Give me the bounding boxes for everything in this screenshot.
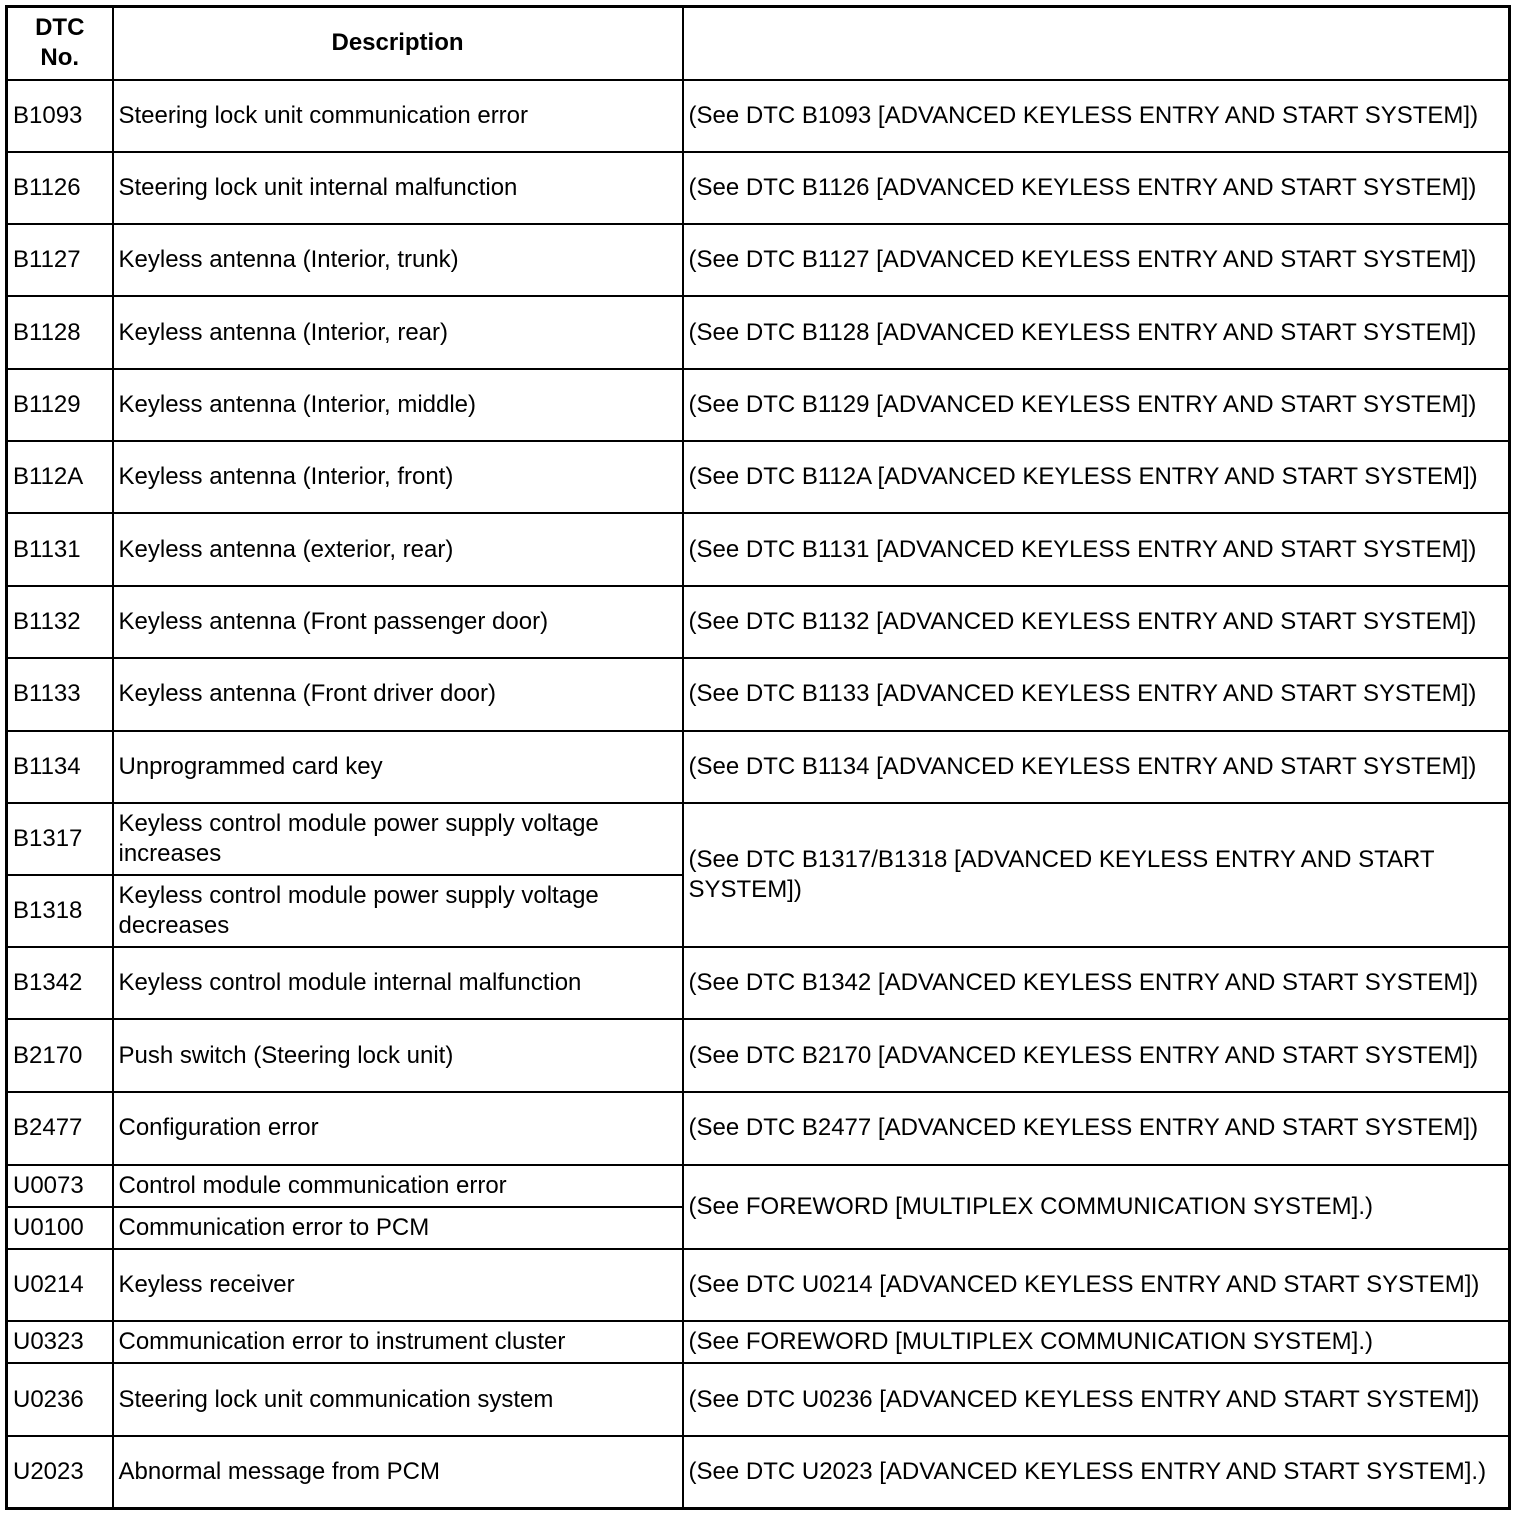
table-row (7, 803, 1510, 875)
dtc-code: B1134 (7, 731, 113, 803)
table-row (7, 1092, 1510, 1165)
dtc-reference: (See DTC B1127 [ADVANCED KEYLESS ENTRY AND START SYSTEM]) (683, 224, 1510, 296)
dtc-reference: (See DTC B2170 [ADVANCED KEYLESS ENTRY AND START SYSTEM]) (683, 1019, 1510, 1091)
table-row (7, 441, 1510, 513)
dtc-description: Steering lock unit communication system (113, 1363, 683, 1436)
dtc-reference: (See DTC B1129 [ADVANCED KEYLESS ENTRY AND START SYSTEM]) (683, 369, 1510, 441)
dtc-reference: (See DTC B1128 [ADVANCED KEYLESS ENTRY AND START SYSTEM]) (683, 296, 1510, 369)
dtc-description: Steering lock unit internal malfunction (113, 152, 683, 224)
dtc-reference: (See DTC B112A [ADVANCED KEYLESS ENTRY AND START SYSTEM]) (683, 441, 1510, 513)
header-dtc-no: DTC No. (7, 7, 113, 80)
dtc-code: B2170 (7, 1019, 113, 1091)
dtc-code: B1342 (7, 947, 113, 1019)
dtc-description: Keyless antenna (Interior, rear) (113, 296, 683, 369)
dtc-code: B1318 (7, 875, 113, 947)
dtc-description: Communication error to PCM (113, 1207, 683, 1249)
dtc-reference: (See DTC B1133 [ADVANCED KEYLESS ENTRY AND START SYSTEM]) (683, 658, 1510, 731)
dtc-code: U0100 (7, 1207, 113, 1249)
table-row (7, 296, 1510, 369)
dtc-code: U0214 (7, 1249, 113, 1321)
dtc-reference: (See DTC U2023 [ADVANCED KEYLESS ENTRY AND START SYSTEM].) (683, 1436, 1510, 1508)
table-row (7, 80, 1510, 152)
dtc-code: U0236 (7, 1363, 113, 1436)
dtc-description: Keyless control module internal malfunction (113, 947, 683, 1019)
dtc-description: Control module communication error (113, 1165, 683, 1207)
dtc-description: Keyless antenna (exterior, rear) (113, 513, 683, 585)
table-row (7, 658, 1510, 731)
dtc-code: B1126 (7, 152, 113, 224)
table-row (7, 1436, 1510, 1508)
dtc-description: Push switch (Steering lock unit) (113, 1019, 683, 1091)
table-header-row (7, 7, 1510, 80)
dtc-description: Keyless antenna (Interior, front) (113, 441, 683, 513)
dtc-code: B2477 (7, 1092, 113, 1165)
dtc-reference: (See DTC B1093 [ADVANCED KEYLESS ENTRY AND START SYSTEM]) (683, 80, 1510, 152)
dtc-code: B1093 (7, 80, 113, 152)
dtc-description: Unprogrammed card key (113, 731, 683, 803)
dtc-reference: (See DTC U0236 [ADVANCED KEYLESS ENTRY AND START SYSTEM]) (683, 1363, 1510, 1436)
header-description: Description (113, 7, 683, 80)
dtc-reference: (See DTC B1134 [ADVANCED KEYLESS ENTRY AND START SYSTEM]) (683, 731, 1510, 803)
dtc-description: Configuration error (113, 1092, 683, 1165)
table-row (7, 1363, 1510, 1436)
dtc-description: Abnormal message from PCM (113, 1436, 683, 1508)
dtc-description: Keyless antenna (Front driver door) (113, 658, 683, 731)
table-row (7, 731, 1510, 803)
dtc-code: U2023 (7, 1436, 113, 1508)
dtc-description: Keyless control module power supply voltage decreases (113, 875, 683, 947)
dtc-code: U0073 (7, 1165, 113, 1207)
dtc-description: Keyless antenna (Interior, middle) (113, 369, 683, 441)
table-row (7, 1019, 1510, 1091)
dtc-reference-merged: (See DTC B1317/B1318 [ADVANCED KEYLESS ENTRY AND START SYSTEM]) (683, 803, 1510, 947)
dtc-description: Keyless antenna (Interior, trunk) (113, 224, 683, 296)
dtc-reference: (See DTC B1126 [ADVANCED KEYLESS ENTRY AND START SYSTEM]) (683, 152, 1510, 224)
dtc-code: B1132 (7, 586, 113, 658)
dtc-description: Communication error to instrument cluster (113, 1321, 683, 1363)
table-row (7, 152, 1510, 224)
dtc-code: B1127 (7, 224, 113, 296)
dtc-reference-merged: (See FOREWORD [MULTIPLEX COMMUNICATION SYSTEM].) (683, 1165, 1510, 1249)
table-row (7, 586, 1510, 658)
dtc-reference: (See DTC B1132 [ADVANCED KEYLESS ENTRY AND START SYSTEM]) (683, 586, 1510, 658)
table-row (7, 947, 1510, 1019)
table-row (7, 1321, 1510, 1363)
dtc-code: B1129 (7, 369, 113, 441)
table-row (7, 224, 1510, 296)
dtc-reference: (See FOREWORD [MULTIPLEX COMMUNICATION SYSTEM].) (683, 1321, 1510, 1363)
dtc-code: U0323 (7, 1321, 113, 1363)
dtc-table (5, 5, 1511, 1510)
dtc-code: B112A (7, 441, 113, 513)
dtc-description: Keyless control module power supply voltage increases (113, 803, 683, 875)
dtc-reference: (See DTC B2477 [ADVANCED KEYLESS ENTRY AND START SYSTEM]) (683, 1092, 1510, 1165)
dtc-reference: (See DTC U0214 [ADVANCED KEYLESS ENTRY AND START SYSTEM]) (683, 1249, 1510, 1321)
dtc-code: B1133 (7, 658, 113, 731)
table-row (7, 513, 1510, 585)
dtc-description: Keyless antenna (Front passenger door) (113, 586, 683, 658)
header-reference (683, 7, 1510, 80)
dtc-description: Steering lock unit communication error (113, 80, 683, 152)
dtc-code: B1131 (7, 513, 113, 585)
dtc-description: Keyless receiver (113, 1249, 683, 1321)
dtc-reference: (See DTC B1131 [ADVANCED KEYLESS ENTRY AND START SYSTEM]) (683, 513, 1510, 585)
table-row (7, 1249, 1510, 1321)
dtc-code: B1317 (7, 803, 113, 875)
dtc-reference: (See DTC B1342 [ADVANCED KEYLESS ENTRY AND START SYSTEM]) (683, 947, 1510, 1019)
table-row (7, 369, 1510, 441)
table-row (7, 1165, 1510, 1207)
dtc-code: B1128 (7, 296, 113, 369)
